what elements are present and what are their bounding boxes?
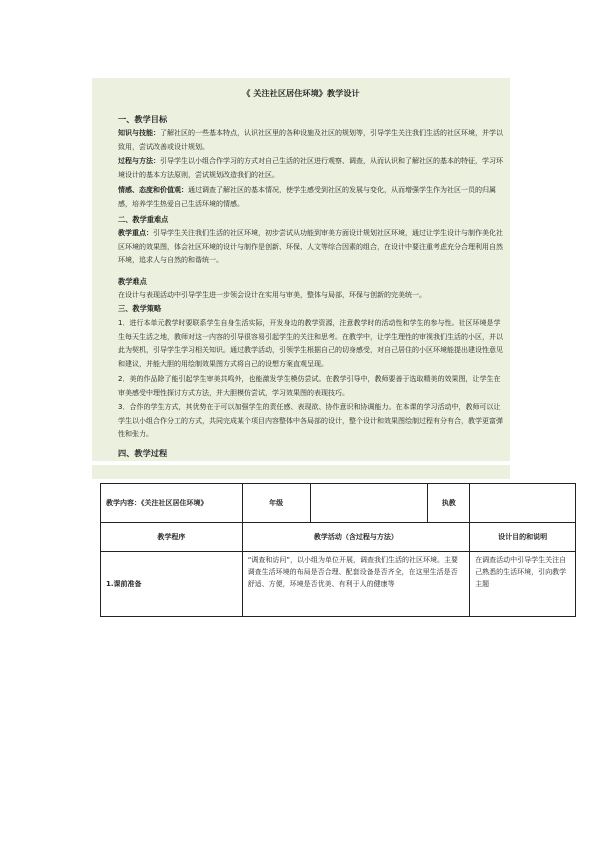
step-cell: 1.课前准备	[101, 552, 243, 617]
difficulty-heading: 教学难点	[118, 277, 147, 286]
section-heading-objectives: 一、教学目标	[118, 114, 168, 124]
grade-value-cell	[310, 484, 428, 523]
header-activity: 教学活动（含过程与方法）	[242, 523, 469, 552]
activity-cell: “调查和访问”，以小组为单位开展，调查我们生活的社区环境。主要调查生活环境的布局是否合理、配套设备是否齐全，在这里生活是否舒适、方便，环境是否优美、有利于人的健康等	[242, 552, 469, 617]
objective-knowledge-label: 知识与技能：	[118, 129, 160, 137]
objective-knowledge	[118, 127, 506, 154]
content-label-cell: 教学内容：《关注社区居住环境》	[101, 484, 243, 523]
document-title: 《 关注社区居住环境》教学设计	[242, 88, 360, 98]
teaching-process-table	[100, 483, 576, 617]
strategy-item-3: 3．合作的学生方式，其优势在于可以加强学生的责任感、表现欲、协作意识和协调能力。在本课的学习活动中，教师可以让学生以小组合作分工的方式，共同完成某个项目内容整体中各局部的设计，整个设计和效果图绘制过程有分有合，教学更富弹性和张力。	[118, 403, 503, 438]
header-purpose: 设计目的和说明	[470, 523, 576, 552]
objective-attitude-label: 情感、态度和价值观：	[118, 186, 188, 194]
objective-process	[118, 155, 506, 182]
objective-attitude-text: 通过调查了解社区的基本情况，使学生感受到社区的发展与变化，从而增强学生作为社区一员的归属感，培养学生热爱自己生活环境的情感。	[118, 186, 496, 208]
table-header-row	[101, 523, 576, 552]
objective-process-label: 过程与方法：	[118, 157, 160, 165]
table-row	[101, 484, 576, 523]
objective-attitude	[118, 184, 506, 211]
teacher-value-cell	[470, 484, 576, 523]
lesson-plan-sheet	[92, 78, 510, 461]
teacher-label-cell: 执教	[428, 484, 470, 523]
section-heading-strategy: 三、教学策略	[118, 304, 162, 313]
grade-label-cell: 年级	[242, 484, 310, 523]
section-heading-key-points: 二、教学重难点	[118, 215, 169, 224]
purpose-cell: 在调查活动中引导学生关注自己熟悉的生活环境，引向教学主题	[470, 552, 576, 617]
difficulty-text: 在设计与表现活动中引导学生进一步领会设计在实用与审美，整体与局部，环保与创新的完美统一。	[118, 291, 426, 299]
objective-process-text: 引导学生以小组合作学习的方式对自己生活的社区进行观察、调查，从而认识和了解社区的基本的特征，学习环境设计的基本方法原则，尝试规划改造我们的社区。	[118, 157, 503, 179]
key-point-paragraph	[118, 227, 506, 268]
objective-knowledge-text: 了解社区的一些基本特点，认识社区里的各种设施及社区的规划等，引导学生关注我们生活的社区环境，并学以致用，尝试改善或设计规划。	[118, 129, 503, 151]
strategy-item-2: 2．美的作品除了能引起学生审美共鸣外，也能激发学生模仿尝试。在教学引导中，教师要善于选取精美的效果图，让学生在审美感受中理性探讨方式方法，并大胆模仿尝试，学习效果图的表现技巧。	[118, 375, 501, 397]
strategy-item-1: 1．进行本单元教学时要联系学生自身生活实际，开发身边的教学资源，注意教学时的活动性和学生的参与性。社区环境是学生每天生活之地，教师对这一内容的引导很容易引起学生的关注和思考。在教学中，让学生理性的审视我们生活的小区，并以此为契机，引导学生学习相关知识。通过教学活动，引领学生根据自己的切身感受，对自己居住的小区环境能提出建设性意见和建议，并能大胆的用绘制效果图方式将自己的设想方案直观呈现。	[118, 319, 503, 368]
key-point-text: 引导学生关注我们生活的社区环境，初步尝试从功能到审美方面设计规划社区环境，通过让学生设计与制作美化社区环境的效果图，体会社区环境的设计与制作是创新、环保、人文等综合因素的组合，在设计中要注重考虑充分合理利用自然环境，追求人与自然的和谐统一。	[118, 229, 503, 264]
key-point-label: 教学重点：	[118, 229, 153, 237]
section-heading-process: 四、教学过程	[118, 448, 168, 458]
header-procedure: 教学程序	[101, 523, 243, 552]
separator-strip	[92, 465, 510, 479]
table-row	[101, 552, 576, 617]
